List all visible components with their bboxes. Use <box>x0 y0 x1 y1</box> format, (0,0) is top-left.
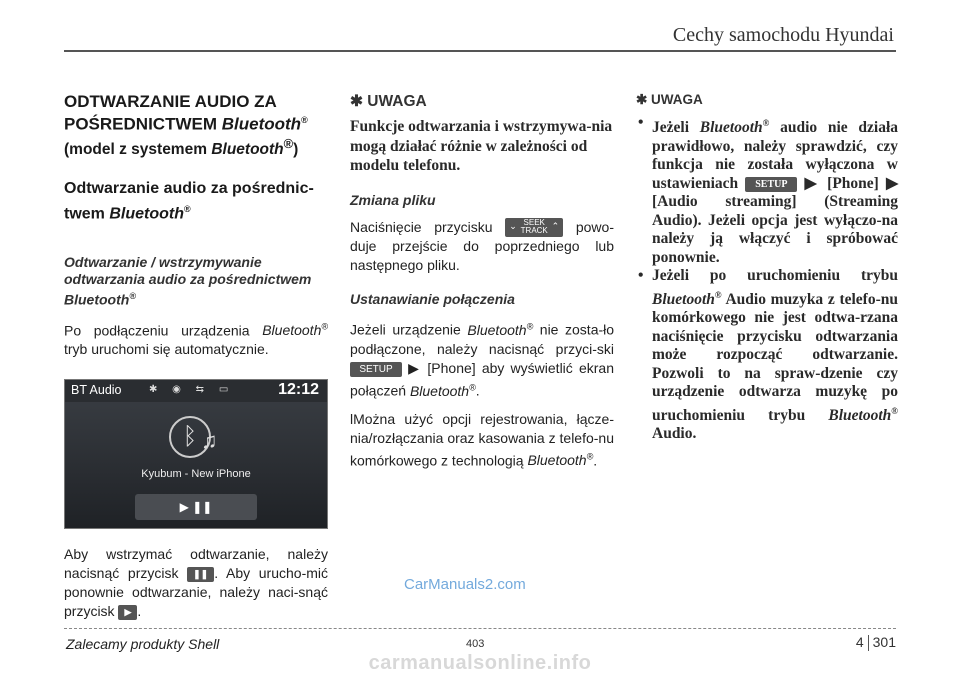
b2-italic2: Bluetooth® <box>828 405 898 424</box>
seek-track-button-icon <box>505 218 563 237</box>
pb-post: [Phone] aby wyświetlić ekran połączeń <box>350 359 614 399</box>
status-icons: ✱ ◉ ⇆ ▭ <box>149 384 235 396</box>
subsection-title <box>64 179 328 224</box>
p2-pre: Aby wstrzymać odtwarzanie, należy nacisnąć przycisk <box>64 546 328 582</box>
pc-italic: Bluetooth® <box>527 451 594 469</box>
note-list <box>636 114 898 444</box>
note-heading: ✱ UWAGA <box>636 92 703 107</box>
reg-mark: ® <box>283 135 294 151</box>
b1-italic: Bluetooth® <box>699 118 770 137</box>
pa-post: powo-duje przejście do poprzedniego lub następnego pliku. <box>350 218 614 274</box>
pause-button-icon: ❚❚ <box>187 567 214 582</box>
reg-mark: ® <box>301 115 308 125</box>
column-right <box>636 92 898 444</box>
arrow-right-icon: ▶ <box>804 174 820 192</box>
screen-clock: 12:12 <box>278 381 319 399</box>
paragraph-options <box>350 410 614 471</box>
device-name: Kyubum - New iPhone <box>141 468 251 481</box>
header-title: Cechy samochodu Hyundai <box>672 24 894 46</box>
column-left <box>64 92 328 621</box>
p2-mid: . Aby urucho-mić ponownie odtwarzanie, należy naci-snąć przycisk <box>64 565 329 620</box>
chapter-number: 4 <box>855 634 864 650</box>
p1-pre: Po podłączeniu urządzenia <box>64 322 250 339</box>
subsection-title-italic: Bluetooth <box>109 205 185 223</box>
p2-post: . <box>137 603 142 620</box>
subsection-title-text: Odtwarzanie audio za pośrednic-twem <box>64 179 314 223</box>
section-title <box>64 92 328 134</box>
b2-post: Audio. <box>652 425 697 443</box>
pb-italic2: Bluetooth® <box>409 381 476 399</box>
pb-end: . <box>475 382 480 399</box>
watermark: CarManuals2.com <box>404 576 526 593</box>
footer-divider <box>64 628 896 629</box>
music-note-icon: ♫ <box>201 428 218 454</box>
screen-title: BT Audio <box>71 383 122 398</box>
paragraph-file-change <box>350 218 614 276</box>
bluetooth-icon: ᛒ <box>169 416 211 458</box>
pa-pre: Naciśnięcie przycisku <box>350 218 493 235</box>
reg-mark: ® <box>184 203 191 214</box>
note-heading: ✱ UWAGA <box>350 93 427 110</box>
reg-mark: ® <box>129 291 136 302</box>
seek-label: SEEK <box>523 218 545 228</box>
paragraph-connection <box>350 317 614 400</box>
column-middle <box>350 92 614 470</box>
footer-separator <box>868 635 869 651</box>
pb-pre: Jeżeli urządzenie <box>350 321 461 338</box>
b2-mid: Audio muzyka z telefo-nu komórkowego nie jest odtwa-rzana naciśnięcie przycisku odtwarzania może rozpocząć odtwarzanie. Pozwoli to na spraw-dzenie czy urządzenie odtwarza muzykę po uruchomieniu trybu <box>652 290 898 424</box>
arrow-right-icon: ▶ <box>408 359 422 376</box>
arrow-right-icon: ▶ <box>886 174 899 192</box>
play-button-icon: ▶ <box>118 605 137 620</box>
subtitle-post: ) <box>293 140 299 158</box>
heading-file-change: Zmiana pliku <box>350 191 436 208</box>
page-num: 301 <box>872 634 896 650</box>
setup-button-icon: SETUP <box>350 362 402 377</box>
b2-italic: Bluetooth® <box>652 289 722 308</box>
section-title-text: ODTWARZANIE AUDIO ZA POŚREDNICTWEM <box>64 92 277 134</box>
p1-post: tryb uruchomi się automatycznie. <box>64 341 269 358</box>
heading-connection: Ustanawianie połączenia <box>350 291 515 308</box>
b1-pre: Jeżeli <box>652 119 690 137</box>
b2-pre: Jeżeli po uruchomieniu trybu <box>652 267 898 285</box>
topic-heading <box>64 254 328 309</box>
chevron-down-icon: ⌄ <box>509 221 517 232</box>
play-pause-control: ▶ ❚❚ <box>135 494 257 520</box>
pc-pre: lMożna użyć opcji rejestrowania, łącze-nia/rozłączania oraz kasowania z telefo-nu komórkowego z technologią <box>350 410 614 469</box>
subtitle-pre: (model z systemem <box>64 140 212 158</box>
b1-mid: audio nie działa prawidłowo, należy sprawdzić, czy funkcja nie została wyłączona w ustawieniach <box>652 119 899 192</box>
bt-audio-screen-image <box>64 379 328 529</box>
list-item <box>636 114 898 267</box>
pb-italic: Bluetooth® <box>467 321 534 338</box>
chevron-up-icon: ⌃ <box>551 221 560 232</box>
b1-post: [Audio streaming] (Streaming Audio). Jeżeli opcja jest wyłączo-na należy ją włączyć i spróbować ponownie. <box>652 193 898 266</box>
list-item <box>636 267 898 444</box>
footer-left-text: Zalecamy produkty Shell <box>66 636 220 652</box>
note-text: Funkcje odtwarzania i wstrzymywa-nia mogą działać różnie w zależności od modelu telefonu. <box>350 118 613 174</box>
topic-heading-text: Odtwarzanie / wstrzymywanie odtwarzania audio za pośrednictwem Bluetooth <box>64 254 312 308</box>
b1-phone: [Phone] <box>827 174 879 192</box>
page-number <box>856 634 896 651</box>
paragraph-autostart <box>64 318 328 360</box>
section-subtitle <box>64 134 328 159</box>
pc-post: . <box>593 452 598 469</box>
subtitle-italic: Bluetooth <box>211 140 284 158</box>
setup-button-icon: SETUP <box>745 177 797 192</box>
bottom-watermark: carmanualsonline.info <box>368 652 592 674</box>
pb-mid: nie zosta-ło podłączone, należy nacisnąć przyci-ski <box>350 321 615 357</box>
p1-italic: Bluetooth® <box>262 321 329 339</box>
track-label: TRACK <box>520 226 548 236</box>
paragraph-pause <box>64 545 328 621</box>
header-divider <box>64 50 896 52</box>
footer-center-page: 403 <box>466 638 485 650</box>
section-title-italic: Bluetooth <box>221 114 302 134</box>
